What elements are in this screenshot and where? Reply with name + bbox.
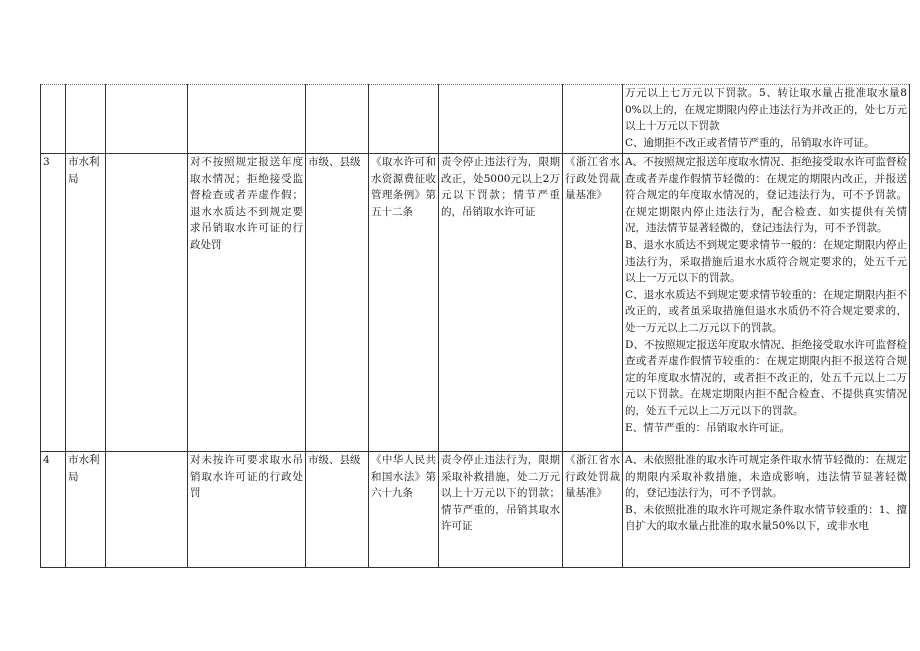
table-row — [41, 452, 910, 568]
penalty-table — [40, 84, 910, 568]
item-cell: 对不按照规定报送年度取水情况；拒绝接受监督检查或者弄虚作假；退水水质达不到规定要求吊销取水许可证的行政处罚 — [188, 154, 306, 452]
detail-cell — [623, 452, 910, 568]
detail-paragraph: 万元以上七万元以下罚款。5、转让取水量占批准取水量80%以上的，在规定期限内停止违法行为并改正的，处七万元以上十万元以下罚款 — [625, 87, 907, 133]
blank-cell — [106, 154, 188, 452]
blank-cell — [106, 85, 188, 154]
blank-cell — [106, 452, 188, 568]
table-row — [41, 154, 910, 452]
detail-paragraph: A、不按照规定报送年度取水情况、拒绝接受取水许可监督检查或者弄虚作假情节轻微的：在规定的期限内改正，并报送符合规定的年度取水情况的，登记违法行为，可不予罚款。在规定期限内停止违法行为，配合检查、如实提供有关情况，违法情节显著轻微的，登记违法行为，可不予罚款。 — [625, 156, 907, 235]
basis-cell: 《中华人民共和国水法》第六十九条 — [369, 452, 439, 568]
detail-paragraph: A、未依照批准的取水许可规定条件取水情节轻微的：在规定的期限内采取补救措施，未造成影响，违法情节显著轻微的，登记违法行为，可不予罚款。 — [625, 454, 907, 500]
row-number — [41, 85, 66, 154]
standard-cell — [563, 85, 623, 154]
penalty-cell — [439, 85, 563, 154]
detail-paragraph: D、不按照规定报送年度取水情况、拒绝接受取水许可监督检查或者弄虚作假情节较重的：在规定期限内拒不报送符合规定的年度取水情况的，或者拒不改正的，处五千元以上二万元以下罚款。在规定期限内拒不配合检查、不提供真实情况的，处五千元以上二万元以下的罚款。 — [625, 338, 907, 417]
detail-cell — [623, 154, 910, 452]
level-cell: 市级、县级 — [306, 452, 369, 568]
level-cell: 市级、县级 — [306, 154, 369, 452]
basis-cell: 《取水许可和水资源费征收管理条例》第五十二条 — [369, 154, 439, 452]
standard-cell: 《浙江省水行政处罚裁量基准》 — [563, 154, 623, 452]
level-cell — [306, 85, 369, 154]
penalty-cell: 责令停止违法行为，限期改正，处5000元以上2万元以下罚款；情节严重的，吊销取水许可证 — [439, 154, 563, 452]
table-row — [41, 85, 910, 154]
detail-paragraph: B、未依照批准的取水许可规定条件取水情节较重的：1、擅自扩大的取水量占批准的取水量50%以下，或非水电 — [625, 503, 907, 533]
detail-paragraph: C、退水水质达不到规定要求情节较重的：在规定期限内拒不改正的，或者虽采取措施但退水水质仍不符合规定要求的，处一万元以上二万元以下的罚款。 — [625, 288, 907, 334]
department-cell: 市水利局 — [66, 452, 106, 568]
item-cell — [188, 85, 306, 154]
row-number: 4 — [41, 452, 66, 568]
detail-paragraph: B、退水水质达不到规定要求情节一般的：在规定期限内停止违法行为，采取措施后退水水质符合规定要求的，处五千元以上一万元以下的罚款。 — [625, 238, 907, 285]
row-number: 3 — [41, 154, 66, 452]
department-cell: 市水利局 — [66, 154, 106, 452]
detail-paragraph: C、逾期拒不改正或者情节严重的，吊销取水许可证。 — [625, 136, 875, 149]
item-cell: 对未按许可要求取水吊销取水许可证的行政处罚 — [188, 452, 306, 568]
department-cell — [66, 85, 106, 154]
standard-cell: 《浙江省水行政处罚裁量基准》 — [563, 452, 623, 568]
basis-cell — [369, 85, 439, 154]
detail-paragraph: E、情节严重的：吊销取水许可证。 — [625, 421, 791, 434]
penalty-cell: 责令停止违法行为，限期采取补救措施，处二万元以上十万元以下的罚款；情节严重的，吊销其取水许可证 — [439, 452, 563, 568]
detail-cell — [623, 85, 910, 154]
